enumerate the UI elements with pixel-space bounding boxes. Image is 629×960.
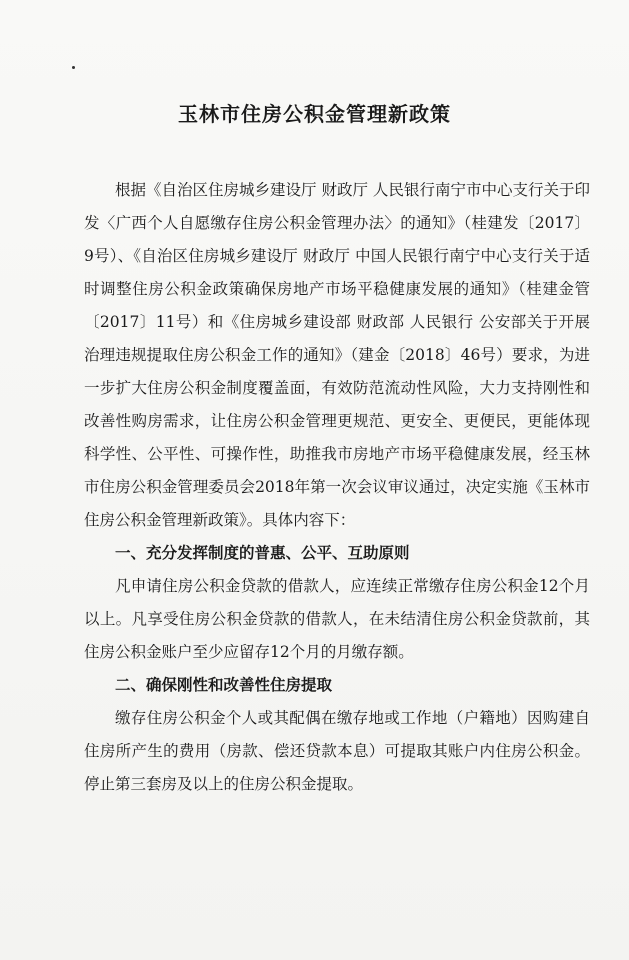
section-heading-1: 一、充分发挥制度的普惠、公平、互助原则 <box>115 544 410 562</box>
section-text-2: 缴存住房公积金个人或其配偶在缴存地或工作地（户籍地）因购建自住房所产生的费用（房款、偿还贷款本息）可提取其账户内住房公积金。停止第三套房及以上的住房公积金提取。 <box>84 709 590 793</box>
document-body <box>84 174 590 801</box>
section-text-1: 凡申请住房公积金贷款的借款人，应连续正常缴存住房公积金12个月以上。凡享受住房公积金贷款的借款人，在未结清住房公积金贷款前，其住房公积金账户至少应留存12个月的月缴存额。 <box>84 577 590 661</box>
scan-speck <box>72 66 75 69</box>
intro-paragraph: 根据《自治区住房城乡建设厅 财政厅 人民银行南宁市中心支行关于印发〈广西个人自愿缴存住房公积金管理办法〉的通知》（桂建发〔2017〕9号）、《自治区住房城乡建设厅 财政厅 中国人民银行南宁中心支行关于适时调整住房公积金政策确保房地产市场平稳健康发展的通知》（桂建金管〔2017〕11号）和《住房城乡建设部 财政部 人民银行 公安部关于开展治理违规提取住房公积金工作的通知》（建金〔2018〕46号）要求，为进一步扩大住房公积金制度覆盖面，有效防范流动性风险，大力支持刚性和改善性购房需求，让住房公积金管理更规范、更安全、更便民，更能体现科学性、公平性、可操作性，助推我市房地产市场平稳健康发展，经玉林市住房公积金管理委员会2018年第一次会议审议通过，决定实施《玉林市住房公积金管理新政策》。具体内容下： <box>84 181 590 529</box>
section-heading-2: 二、确保刚性和改善性住房提取 <box>115 676 333 694</box>
document-title: 玉林市住房公积金管理新政策 <box>178 102 451 126</box>
